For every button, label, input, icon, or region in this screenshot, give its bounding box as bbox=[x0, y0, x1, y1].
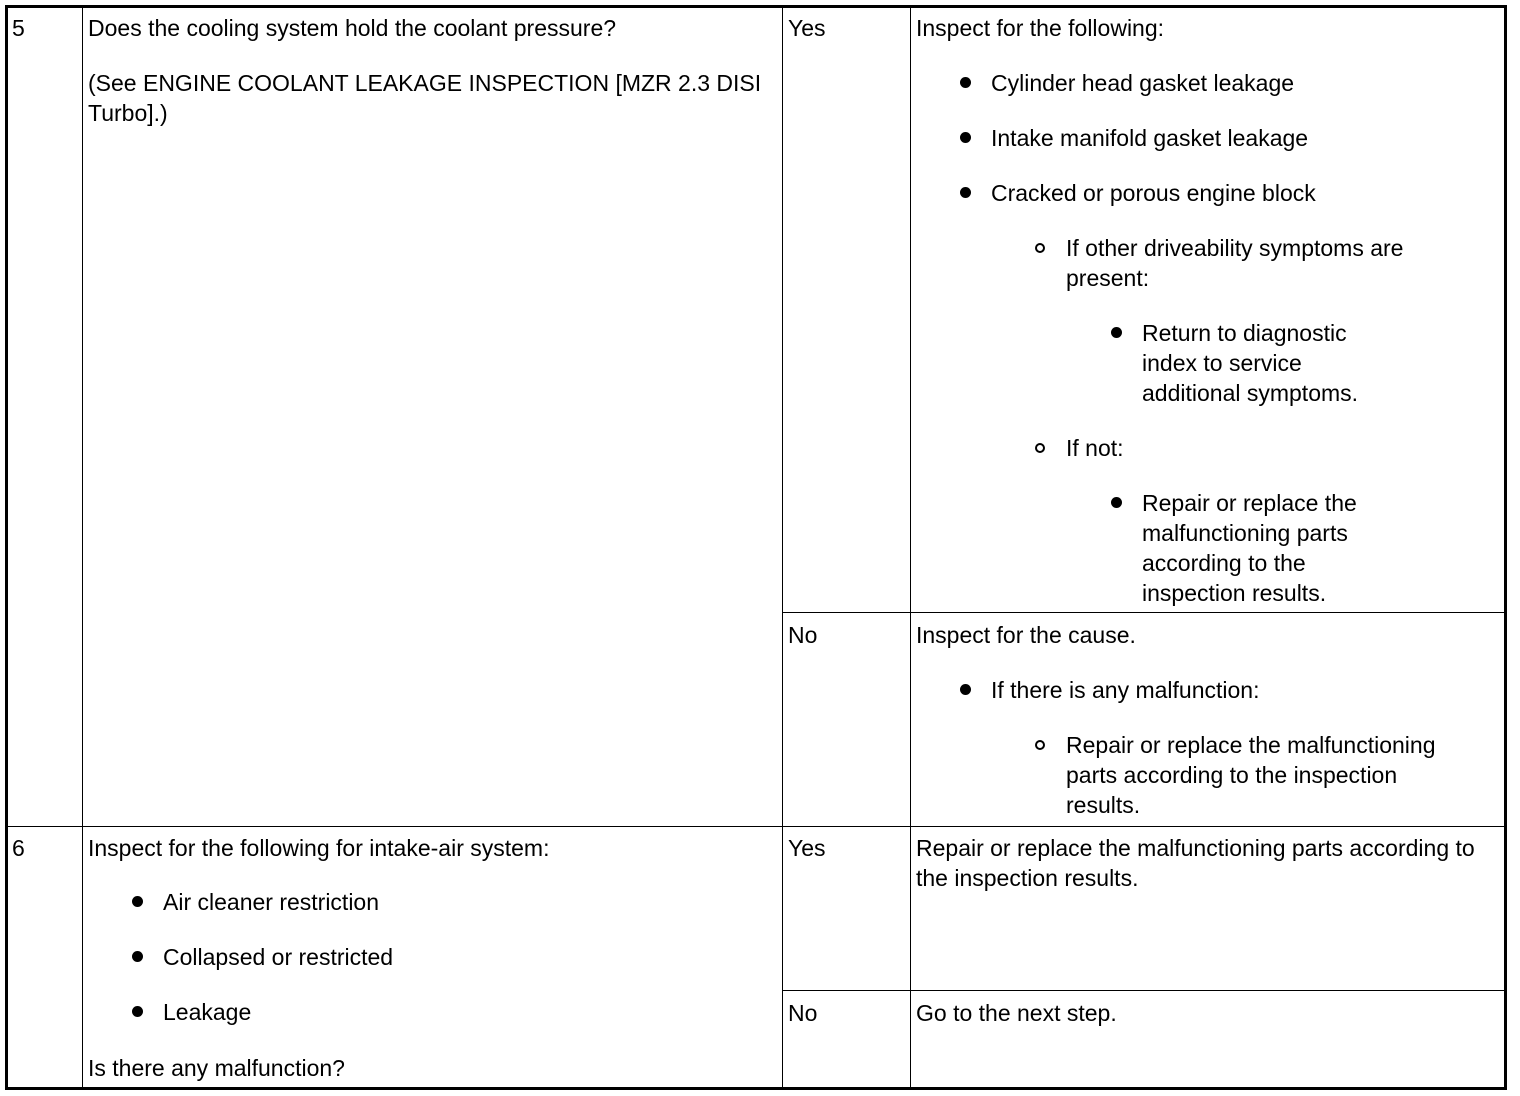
question-text: Does the cooling system hold the coolant pressure? bbox=[88, 15, 617, 41]
no-label: No bbox=[788, 1000, 818, 1026]
circle-bullet-icon bbox=[1035, 243, 1045, 253]
step-number: 6 bbox=[12, 835, 25, 861]
sub-sub-item: Return to diagnostic index to service additional symptoms. bbox=[1142, 320, 1359, 406]
list-item: If there is any malfunction: bbox=[991, 677, 1260, 703]
list-item: Cylinder head gasket leakage bbox=[991, 70, 1295, 96]
row-divider bbox=[8, 826, 1505, 827]
bullet-icon bbox=[960, 132, 971, 143]
col-divider-step bbox=[82, 8, 83, 1087]
list-item: Collapsed or restricted bbox=[163, 944, 394, 970]
col-divider-answer bbox=[910, 8, 911, 1087]
question-text: Inspect for the following for intake-air system: bbox=[88, 835, 550, 861]
no-action: Go to the next step. bbox=[916, 1000, 1117, 1026]
list-item: Air cleaner restriction bbox=[163, 889, 380, 915]
row5-yes-no-divider bbox=[782, 612, 1505, 613]
list-item: Cracked or porous engine block bbox=[991, 180, 1316, 206]
no-intro: Inspect for the cause. bbox=[916, 622, 1136, 648]
bullet-icon bbox=[960, 187, 971, 198]
circle-bullet-icon bbox=[1035, 740, 1045, 750]
yes-label: Yes bbox=[788, 835, 826, 861]
list-item: Intake manifold gasket leakage bbox=[991, 125, 1309, 151]
sub-item: If other driveability symptoms are present: bbox=[1066, 235, 1404, 291]
bullet-icon bbox=[1111, 327, 1122, 338]
yes-action: Repair or replace the malfunctioning parts according to the inspection results. bbox=[916, 835, 1475, 891]
reference-text: (See ENGINE COOLANT LEAKAGE INSPECTION [MZR 2.3 DISI Turbo].) bbox=[88, 70, 762, 126]
bullet-icon bbox=[1111, 497, 1122, 508]
col-divider-question bbox=[782, 8, 783, 1087]
bullet-icon bbox=[132, 1006, 143, 1017]
circle-bullet-icon bbox=[1035, 443, 1045, 453]
list-item: Leakage bbox=[163, 999, 252, 1025]
yes-intro: Inspect for the following: bbox=[916, 15, 1165, 41]
bullet-icon bbox=[960, 684, 971, 695]
row6-yes-no-divider bbox=[782, 990, 1505, 991]
bullet-icon bbox=[132, 951, 143, 962]
bullet-icon bbox=[132, 896, 143, 907]
sub-sub-item: Repair or replace the malfunctioning parts according to the inspection results. bbox=[1142, 490, 1357, 606]
bullet-icon bbox=[960, 77, 971, 88]
yes-label: Yes bbox=[788, 15, 826, 41]
question-ending: Is there any malfunction? bbox=[88, 1055, 345, 1081]
step-number: 5 bbox=[12, 15, 25, 41]
sub-item: If not: bbox=[1066, 435, 1124, 461]
no-label: No bbox=[788, 622, 818, 648]
sub-item: Repair or replace the malfunctioning parts according to the inspection results. bbox=[1066, 732, 1436, 818]
